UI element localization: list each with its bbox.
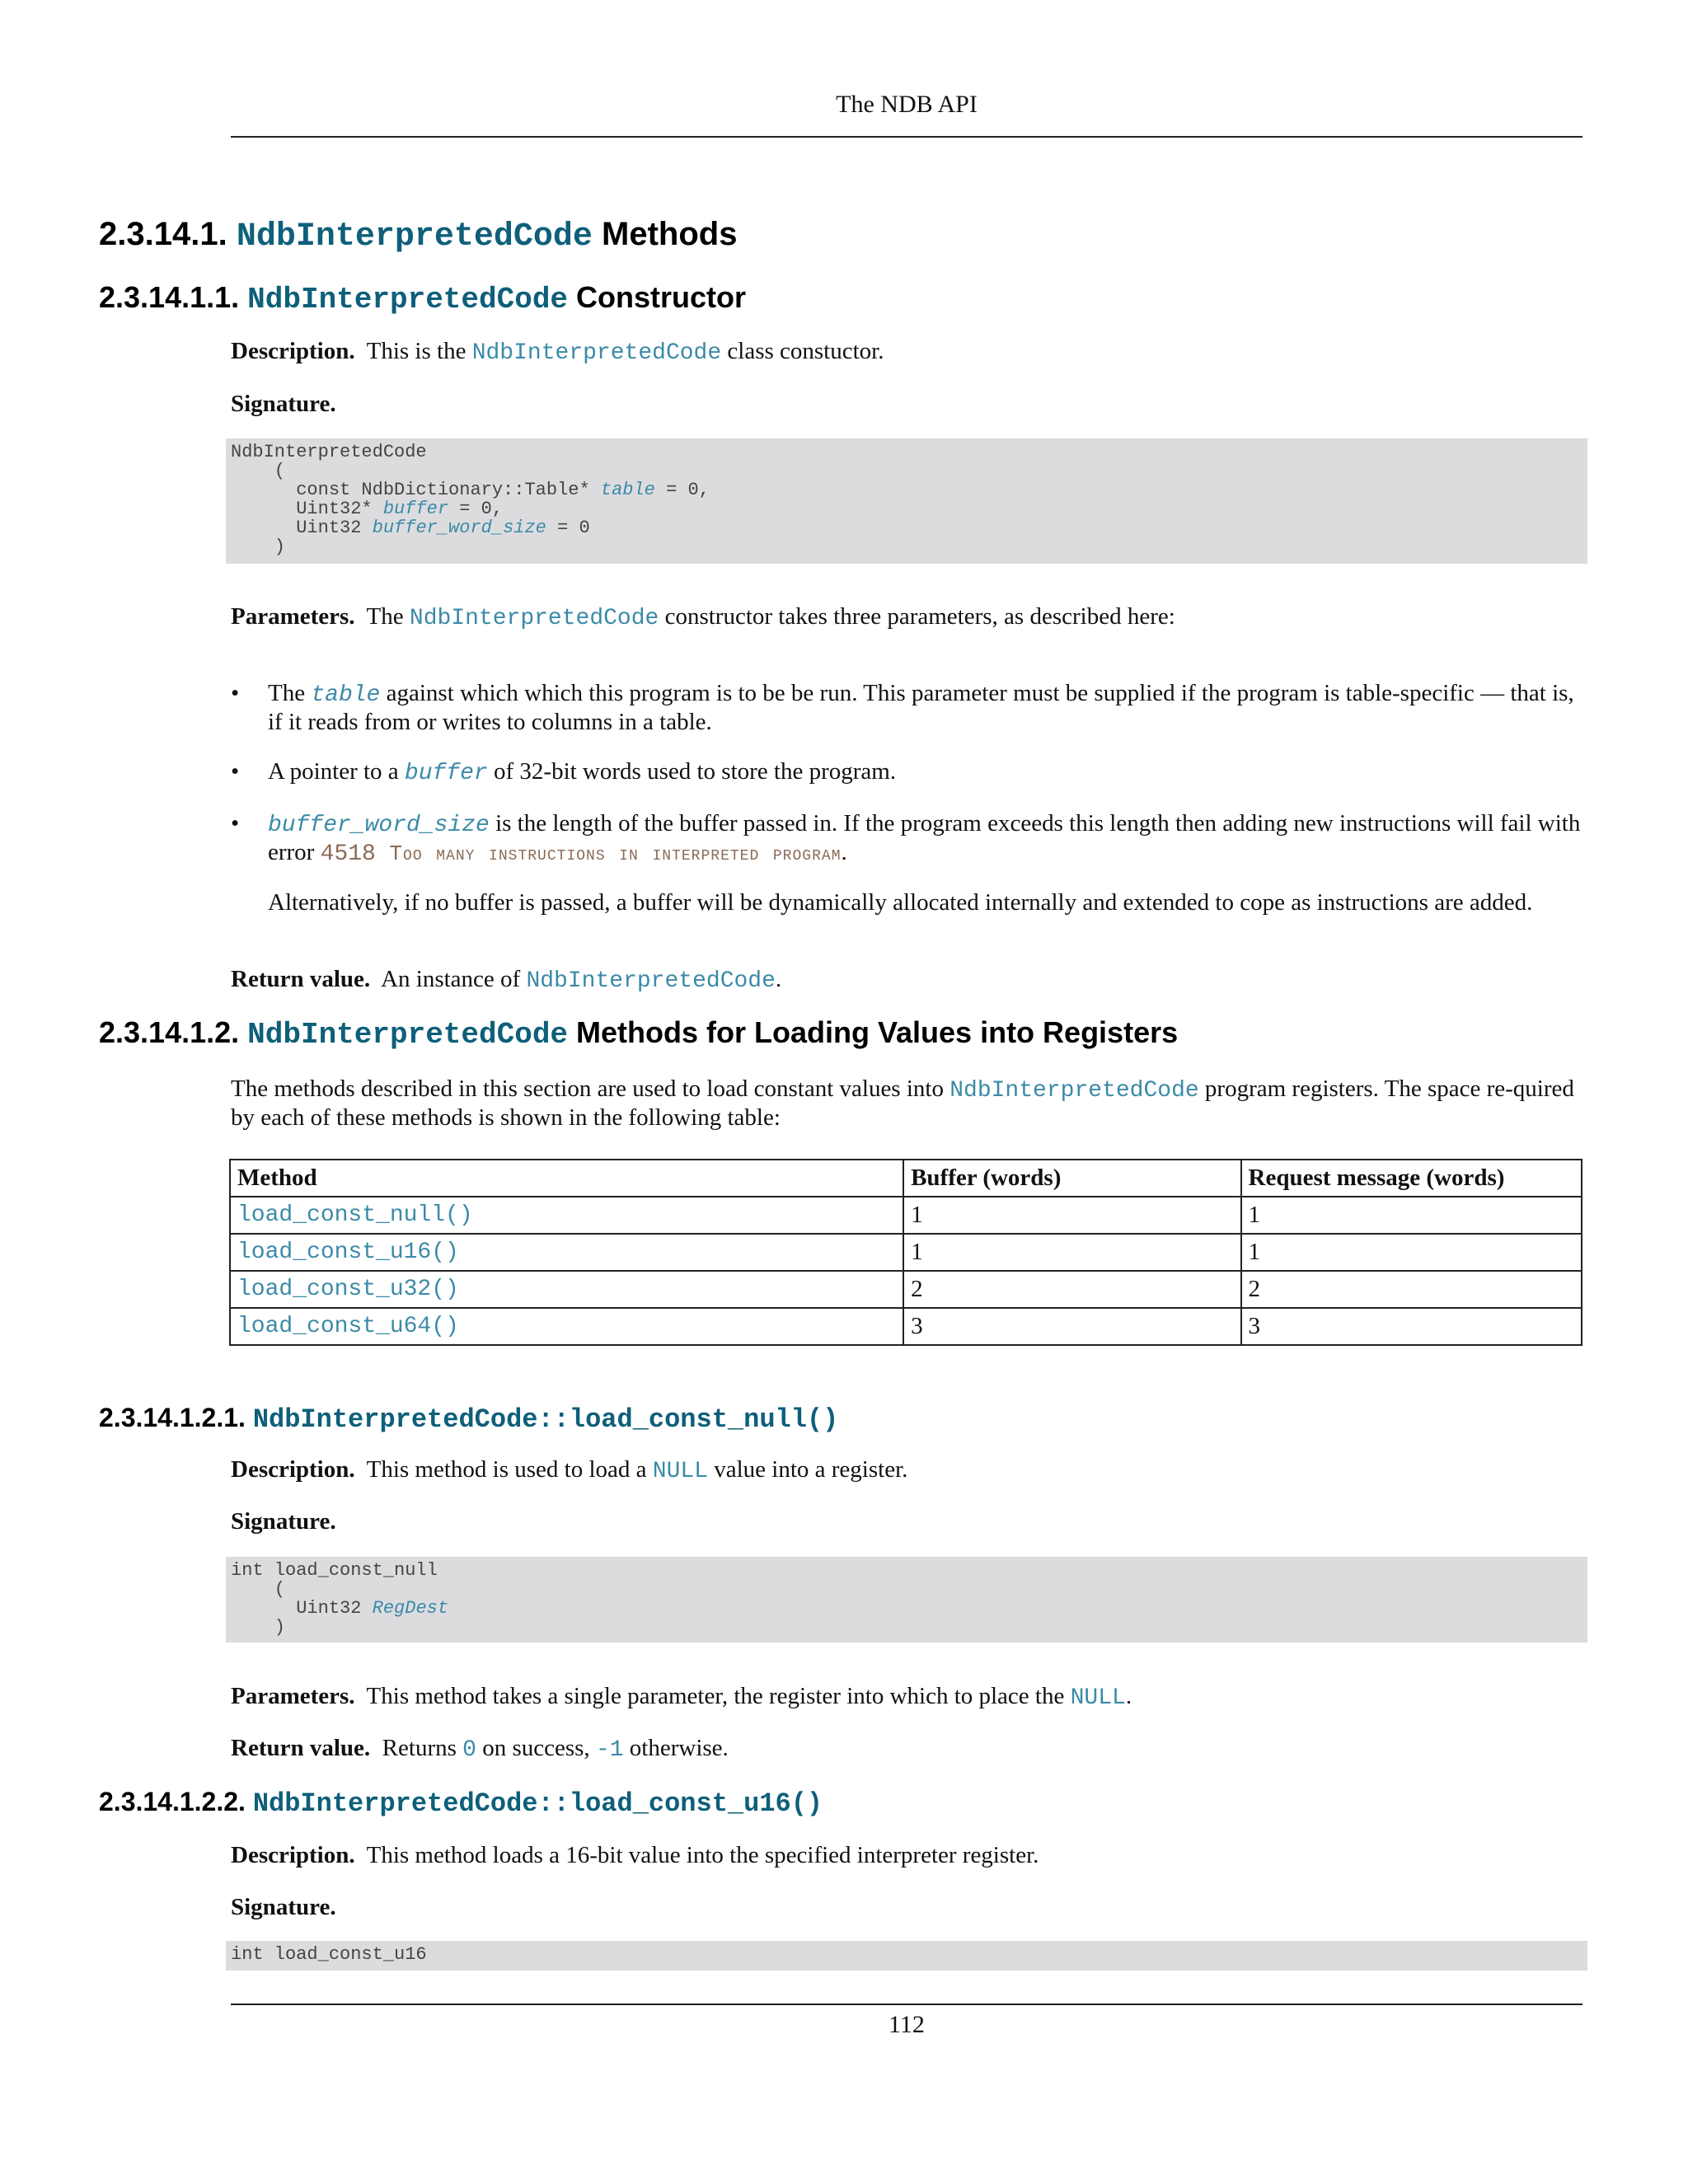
loading-intro	[231, 1076, 1582, 1132]
table-cell: 1	[1241, 1197, 1582, 1234]
constructor-signature-label	[231, 391, 1582, 418]
method-link[interactable]: load_const_u64()	[230, 1308, 903, 1345]
class-name: NdbInterpretedCode	[471, 340, 722, 366]
section-heading-methods	[99, 216, 737, 255]
param-name: table	[311, 682, 381, 708]
text: class constuctor.	[721, 338, 884, 364]
method-link[interactable]: load_const_u16()	[230, 1234, 903, 1271]
text: The methods described in this section are used to load constant values into	[231, 1076, 950, 1102]
text: Returns	[382, 1735, 463, 1761]
heading-class-name: NdbInterpretedCode	[247, 1018, 569, 1052]
text: is the length of the buffer passed in. If the program exceeds this length then adding new instructions will fail with error	[268, 810, 1581, 865]
code-param: buffer_word_size	[372, 518, 546, 538]
code-text: = 0,	[654, 480, 710, 500]
method-link[interactable]: load_const_u32()	[230, 1271, 903, 1308]
bullet-note: Alternatively, if no buffer is passed, a buffer will be dynamically allocated internally and extended to cope as instructions are added.	[268, 889, 1533, 916]
error-message: Too many instructions in interpreted program	[375, 841, 842, 866]
table-row	[230, 1234, 1582, 1271]
table-cell: 2	[903, 1271, 1240, 1308]
text: This method is used to load a	[366, 1456, 653, 1483]
bullet-dot: •	[231, 758, 240, 785]
section-number: 2.3.14.1.1.	[99, 280, 240, 314]
return-code: 0	[462, 1737, 476, 1763]
section-number: 2.3.14.1.2.2.	[99, 1787, 246, 1816]
text: value into a register.	[707, 1456, 908, 1483]
text: of 32-bit words used to store the program.	[487, 758, 897, 785]
heading-text: Constructor	[568, 280, 747, 314]
section-heading-load-const-u16	[99, 1787, 823, 1819]
description-label: Description.	[231, 1456, 355, 1483]
bullet-dot: •	[231, 810, 240, 837]
bullet-text	[268, 810, 1582, 868]
table-cell: 3	[903, 1308, 1240, 1345]
return-value-label: Return value.	[231, 966, 371, 992]
column-header-buffer: Buffer (words)	[903, 1160, 1240, 1197]
method-link[interactable]: load_const_null()	[230, 1197, 903, 1234]
section-heading-loading-values	[99, 1015, 1178, 1052]
table-row	[230, 1308, 1582, 1345]
text: program registers. The space re-quired by each of these methods is shown in the following table:	[231, 1076, 1574, 1131]
code-line: )	[231, 537, 286, 557]
null-keyword: NULL	[1070, 1685, 1126, 1711]
load-u16-signature-label	[231, 1894, 1582, 1921]
return-value-label: Return value.	[231, 1735, 371, 1761]
bullet-text	[268, 680, 1582, 736]
code-text: const NdbDictionary::Table*	[231, 480, 601, 500]
text: The	[268, 680, 312, 706]
class-name: NdbInterpretedCode	[950, 1078, 1199, 1104]
code-line: (	[231, 1579, 286, 1600]
constructor-parameters	[231, 603, 1582, 632]
load-u16-description	[231, 1842, 1582, 1869]
code-text: = 0,	[448, 499, 504, 519]
column-header-method: Method	[230, 1160, 903, 1197]
code-line	[231, 1599, 1582, 1618]
section-heading-constructor	[99, 280, 746, 316]
code-line	[231, 480, 1582, 499]
return-code: -1	[595, 1737, 624, 1763]
section-number: 2.3.14.1.	[99, 216, 227, 252]
code-line: int load_const_u16	[231, 1944, 427, 1965]
table-row	[230, 1271, 1582, 1308]
table-cell: 2	[1241, 1271, 1582, 1308]
load-u16-signature-code	[226, 1941, 1587, 1971]
code-line	[231, 518, 1582, 537]
section-number: 2.3.14.1.2.	[99, 1015, 240, 1049]
param-bullet-buffer	[231, 758, 1582, 788]
signature-label: Signature.	[231, 391, 336, 417]
text: .	[775, 966, 782, 992]
error-code: 4518	[320, 841, 376, 867]
param-bullet-table	[231, 680, 1582, 738]
text: A pointer to a	[268, 758, 405, 785]
parameters-label: Parameters.	[231, 1683, 355, 1709]
table-cell: 1	[903, 1197, 1240, 1234]
null-keyword: NULL	[652, 1459, 708, 1484]
text: This method loads a 16-bit value into the specified interpreter register.	[366, 1842, 1039, 1868]
text: This is the	[366, 338, 472, 364]
parameters-label: Parameters.	[231, 603, 355, 630]
bullet-dot: •	[231, 680, 240, 706]
class-name: NdbInterpretedCode	[409, 606, 659, 631]
code-line: )	[231, 1617, 286, 1638]
text: The	[366, 603, 410, 630]
code-text: Uint32	[231, 1598, 373, 1619]
footer-rule	[231, 2004, 1582, 2005]
text: otherwise.	[623, 1735, 729, 1761]
load-null-description	[231, 1456, 1582, 1485]
load-null-signature-code	[226, 1557, 1587, 1643]
section-number: 2.3.14.1.2.1.	[99, 1403, 246, 1432]
space-requirements-table	[229, 1159, 1582, 1346]
code-line: int load_const_null	[231, 1560, 438, 1581]
text: against which which this program is to be be run. This parameter must be supplied if the program is table-specific — that is, if it reads from or writes to columns in a table.	[268, 680, 1574, 735]
code-param: RegDest	[372, 1598, 449, 1619]
heading-class-name: NdbInterpretedCode	[247, 283, 569, 316]
text: .	[841, 839, 847, 865]
param-name: buffer_word_size	[268, 813, 490, 838]
table-row	[230, 1197, 1582, 1234]
table-cell: 1	[1241, 1234, 1582, 1271]
constructor-return-value	[231, 966, 1582, 995]
constructor-signature-code	[226, 438, 1587, 564]
heading-text: Methods for Loading Values into Registers	[568, 1015, 1179, 1049]
code-text: Uint32*	[231, 499, 383, 519]
code-text: = 0	[546, 518, 590, 538]
text: An instance of	[381, 966, 527, 992]
code-line: NdbInterpretedCode	[231, 442, 427, 462]
code-line	[231, 499, 1582, 518]
heading-class-name: NdbInterpretedCode	[236, 218, 593, 255]
code-param: table	[600, 480, 655, 500]
page-number: 112	[889, 2011, 925, 2038]
param-name: buffer	[404, 761, 488, 786]
heading-method-name: NdbInterpretedCode::load_const_null()	[252, 1404, 839, 1435]
bullet-text	[268, 758, 1582, 787]
heading-method-name: NdbInterpretedCode::load_const_u16()	[252, 1788, 823, 1819]
text: .	[1125, 1683, 1132, 1709]
description-label: Description.	[231, 338, 355, 364]
running-header: The NDB API	[836, 91, 978, 118]
param-bullet-buffer-word-size	[231, 810, 1582, 926]
table-cell: 1	[903, 1234, 1240, 1271]
code-text: Uint32	[231, 518, 373, 538]
text: This method takes a single parameter, the register into which to place the	[366, 1683, 1071, 1709]
signature-label: Signature.	[231, 1508, 336, 1535]
load-null-signature-label	[231, 1508, 1582, 1535]
description-label: Description.	[231, 1842, 355, 1868]
column-header-request-message: Request message (words)	[1241, 1160, 1582, 1197]
code-line: (	[231, 461, 286, 481]
load-null-parameters	[231, 1683, 1582, 1712]
section-heading-load-const-null	[99, 1403, 838, 1435]
constructor-description	[231, 338, 1582, 367]
table-header-row	[230, 1160, 1582, 1197]
table-cell: 3	[1241, 1308, 1582, 1345]
header-rule	[231, 136, 1582, 138]
signature-label: Signature.	[231, 1894, 336, 1920]
load-null-return-value	[231, 1735, 1582, 1764]
class-name: NdbInterpretedCode	[526, 968, 776, 994]
code-param: buffer	[382, 499, 449, 519]
text: constructor takes three parameters, as described here:	[659, 603, 1175, 630]
heading-text: Methods	[592, 216, 738, 252]
text: on success,	[476, 1735, 596, 1761]
